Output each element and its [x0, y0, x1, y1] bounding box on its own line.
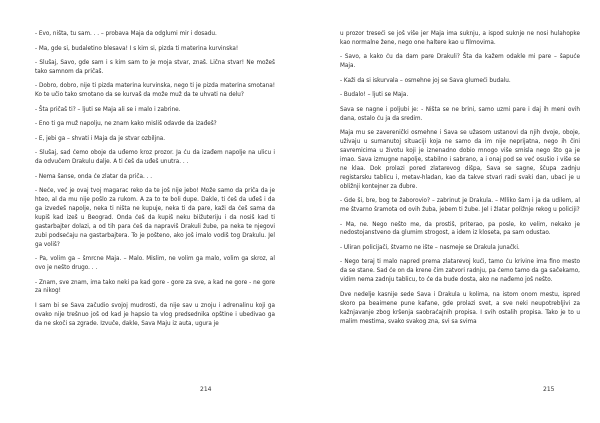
right-page [340, 30, 580, 402]
paragraph: - Ma, ne. Nego nešto me, da prostiš, priterao, pa posle, ko velim, nekako je nedostojanstveno da glumim strogost, a idem iz kloseta, pa sam odustao. [340, 221, 580, 237]
paragraph: - E, jebi ga – shvati i Maja da je stvar ozbiljna. [35, 135, 166, 142]
page-number-right: 215 [543, 386, 555, 393]
paragraph: - Slušaj, sad ćemo oboje da uđemo kroz prozor. Ja ću da izađem napolje na ulicu i da odvučem Drakulu dalje. A ti ćeš da uđeš unutra. . . [35, 150, 275, 166]
paragraph: u prozor treseći se još više jer Maja ima suknju, a ispod suknje ne nosi hulahopke kao normalne žene, nego one haltere kao u filmovima. [340, 31, 580, 46]
paragraph: - Šta pričaš ti? – ljuti se Maja ali se i malo i zabrine. [35, 106, 181, 113]
paragraph: - Nego teraj ti malo napred prema zlatarevoj kući, tamo ću krivine ima fino mesto da se stane. Sad će on da krene čim zatvori radnju, pa ćemo tamo da ga sačekamo, vidim nema zadnju tablicu, to će da bude dosta, ako ne nađemo još nešto. [340, 259, 580, 284]
paragraph: - Nema šanse, onda će zlatar da priča. . . [35, 173, 152, 180]
paragraph: - Pa, volim ga – šmrcne Maja. – Malo. Mislim, ne volim ga malo, volim ga skroz, al ovo je nešto drugo. . . [35, 256, 275, 272]
paragraph: - Eno ti ga muž napolju, ne znam kako misliš odavde da izađeš? [35, 121, 217, 128]
paragraph: - Slušaj, Savo, gde sam i s kim sam to je moja stvar, znaš. Lična stvar! Ne možeš tako samnom da pričaš. [35, 60, 275, 75]
paragraph: - Dobro, dobro, nije ti pizda materina kurvinska, nego ti je pizda materina smotana! Ko te učio tako smotano da se kurvaš da može muž da te uhvati na delu? [35, 83, 275, 99]
paragraph: Maja mu se zaverenički osmehne i Sava se užasom ustanovi da njih dvoje, oboje, uživaju u sumanutoj situaciji koja ne samo da im nije neprijatna, nego ih čini savremicima u životu koji je iznenadno dobio mnogo više smisla nego što ga je imao. Sava izmugne napolje, stabilno i sabrano, a i onaj pod se već osušio i više se ne klaa. Dok prolazi pored zlatarevog dišpa, Sava se sagne, ščupa zadnju registarsku tablicu i, metav-hladan, kao da takve stvari radi svaki dan, ubaci je u obližnji kontejner za đubre. [340, 130, 580, 190]
paragraph: Dve nedelje kasnije sede Sava i Drakula u kolima, na istom onom mestu, ispred skoro pa beaimene pune kafane, gde prolazi svet, a sve neki neupotrebljivi za kažnjavanje zbog kršenja saobraćajnih propisa. I svih ostalih propisa. Tako je to u malim mestima, svako svakog zna, svi sa svima [340, 291, 580, 325]
paragraph: - Kaži da si iskurvala – osmehne joj se Sava glumeći budalu. [340, 77, 511, 84]
paragraph: - Gde ši, bre, bog te žaborovio? – zabrinut je Drakula. – Mlliko šam i ja da udilem, al me štvarno šramota od ovih žuba, jebem ti žube. Jel i žlatar poližnje rekog u policiji? [340, 198, 580, 214]
paragraph: - Savo, a kako ću da dam pare Drakuli? Šta da kažem odakle mi pare – šapuće Maja. [340, 54, 580, 70]
left-page [35, 30, 275, 402]
paragraph: Sava se nagne i poljubi je: - Ništa se ne brini, samo uzmi pare i daj ih meni ovih dana, ostalo ću ja da sredim. [340, 106, 580, 122]
paragraph: - Budalo! – ljuti se Maja. [340, 92, 409, 99]
paragraph: - Znam, sve znam, ima tako neki pa kad gore - gore za sve, a kad ne gore - ne gore za nikog! [35, 279, 275, 295]
paragraph: - Ma, gde si, budaletino blesava! I s kim si, pizda ti materina kurvinska! [35, 45, 239, 52]
page-number-left: 214 [200, 386, 212, 393]
paragraph: I sam bi se Sava začudio svojoj mudrosti, da nije sav u znoju i adrenalinu koji ga ovako nije trešnuo još od kad je hapsio ta vlog predsednika opštine i ubedivao ga da ne skoči sa zgrade. Izvuče, dakle, Sava Maju iz auta, ugura je [35, 302, 275, 327]
paragraph: - Evo, ništa, tu sam. . . – probava Maja da odglumi mir i dosadu. [35, 31, 217, 37]
paragraph: - Uliran policijači, štvarno ne ište – nasmeje se Drakula junački. [340, 244, 520, 251]
paragraph: - Neće, već je ovaj tvoj magarac reko da te još nije jebo! Može samo da priča da je hteo, al da mu nije pošlo za rukom. A za to te boli dupe. Dakle, ti ćeš da uđeš i da ga izvedeš napolje, neka ti ništa ne kupuje, neka ti da pare, kaži da ćeš sama da kupiš kad izeš u Beograd. Onda ćeš da kupiš neku biižuteriju i da nosiš kad ti gastarbajter dolazi, a od tih para ćeš da napraviš Drakuli žube, pa neka te njegovi zubi podsećaju na gastarbajtera. To je pošteno, ako još imalo vodiš tog Drakulu. Jel ga voliš? [35, 188, 275, 248]
